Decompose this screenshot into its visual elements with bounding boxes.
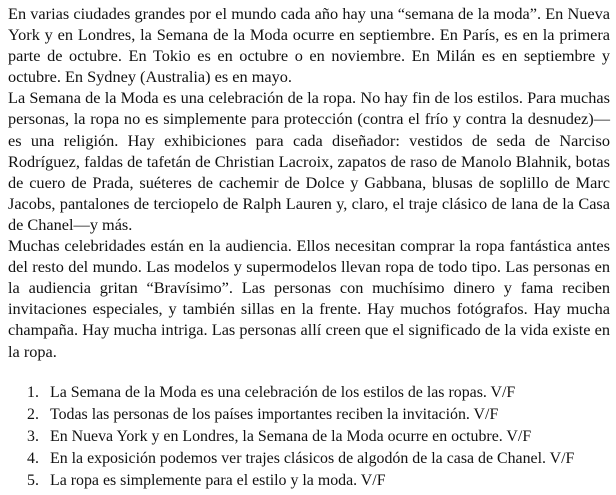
- question-text: En Nueva York y en Londres, la Semana de la Moda ocurre en octubre. V/F: [50, 428, 532, 446]
- reading-text: [8, 3, 610, 362]
- question-number: 2.: [27, 406, 39, 424]
- paragraph-celebration-of-clothes: La Semana de la Moda es una celebración de la ropa. No hay fin de los estilos. Para muchas personas, la ropa no es simplemente para protección (contra el frío y contra la desnudez)—es una religión. Hay exhibiciones para cada diseñador: vestidos de seda de Narciso Rodríguez, faldas de tafetán de Christian Lacroix, zapatos de raso de Manolo Blahnik, botas de cuero de Prada, suéteres de cachemir de Dolce y Gabbana, blusas de soplillo de Marc Jacobs, pantalones de terciopelo de Ralph Lauren y, claro, el traje clásico de lana de la Casa de Chanel—y más.: [8, 88, 610, 234]
- paragraph-audience: Muchas celebridades están en la audiencia. Ellos necesitan comprar la ropa fantástica antes del resto del mundo. Las modelos y supermodelos llevan ropa de todo tipo. Las personas en la audiencia gritan “Bravísimo”. Las personas con muchísimo dinero y fama reciben invitaciones especiales, y también sillas en la frente. Hay muchos fotógrafos. Hay mucha champaña. Hay mucha intriga. Las personas allí creen que el significado de la vida existe en la ropa.: [8, 236, 610, 361]
- question-number: 5.: [27, 472, 39, 490]
- question-text: Todas las personas de los países importantes reciben la invitación. V/F: [50, 406, 499, 424]
- question-item: [27, 382, 612, 404]
- question-item: [27, 404, 612, 426]
- true-false-questions: [27, 382, 612, 492]
- paragraph-fashion-week-cities: En varias ciudades grandes por el mundo cada año hay una “semana de la moda”. En Nueva York y en Londres, la Semana de la Moda ocurre en septiembre. En París, es en la primera parte de octubre. En Tokio es en octubre o en noviembre. En Milán es en septiembre y octubre. En Sydney (Australia) es en mayo.: [8, 4, 610, 87]
- question-number: 1.: [27, 384, 39, 401]
- question-item: [27, 448, 612, 470]
- question-text: La ropa es simplemente para el estilo y la moda. V/F: [50, 472, 386, 490]
- question-item: [27, 426, 612, 448]
- question-item: [27, 470, 612, 492]
- question-text: En la exposición podemos ver trajes clásicos de algodón de la casa de Chanel. V/F: [50, 450, 575, 468]
- question-number: 3.: [27, 428, 39, 446]
- question-text: La Semana de la Moda es una celebración de los estilos de las ropas. V/F: [50, 384, 516, 401]
- question-number: 4.: [27, 450, 39, 468]
